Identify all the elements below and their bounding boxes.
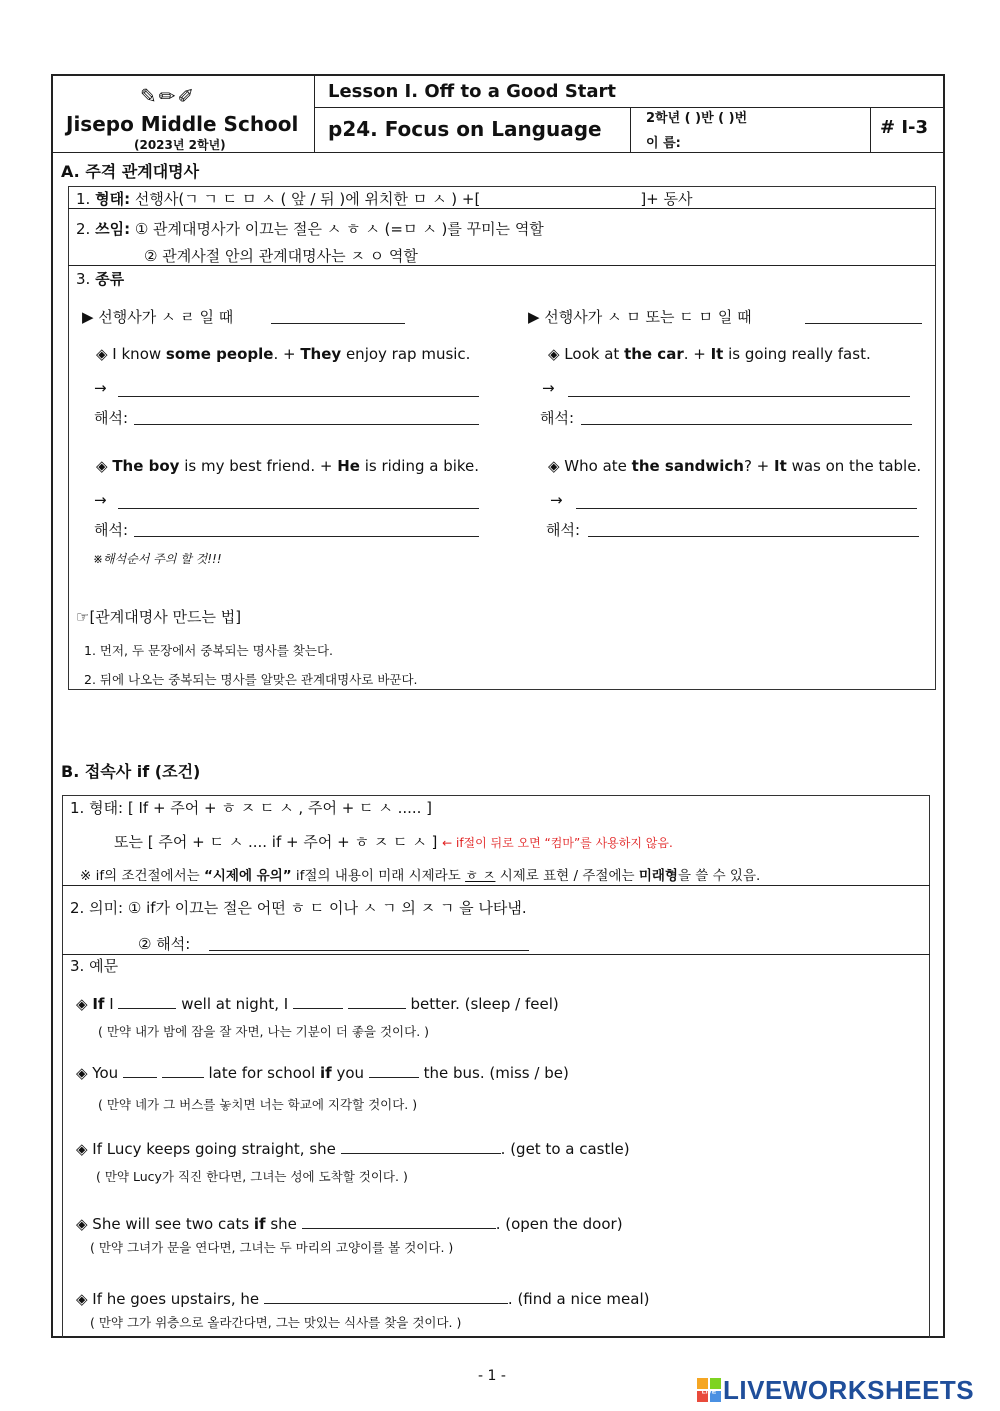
liveworksheets-logo-text: LIVE bbox=[701, 1388, 717, 1396]
form-blank[interactable] bbox=[480, 190, 640, 204]
answer-line-1[interactable] bbox=[118, 396, 479, 397]
example-1: ◈ I know some people. + They enjoy rap music. bbox=[96, 345, 471, 363]
b-example-4: ◈ She will see two cats if she . (open the door) bbox=[76, 1215, 623, 1233]
b-ex2-blank-1[interactable] bbox=[123, 1063, 157, 1078]
school-name: Jisepo Middle School bbox=[66, 112, 299, 136]
arrow-1: → bbox=[94, 379, 107, 397]
types-label: 3. 종류 bbox=[76, 270, 125, 288]
b-ex4-blank[interactable] bbox=[302, 1214, 496, 1229]
answer-line-2[interactable] bbox=[568, 396, 910, 397]
b-ex2-blank-2[interactable] bbox=[162, 1063, 204, 1078]
page-number: - 1 - bbox=[478, 1368, 506, 1384]
b-example-3: ◈ If Lucy keeps going straight, she . (get to a castle) bbox=[76, 1140, 630, 1158]
arrow-3: → bbox=[94, 491, 107, 509]
example-3: ◈ The boy is my best friend. + He is riding a bike. bbox=[96, 457, 480, 475]
arrow-2: → bbox=[542, 379, 555, 397]
interp-line-1[interactable] bbox=[134, 424, 479, 425]
interp-line-3[interactable] bbox=[134, 536, 479, 537]
page-title: p24. Focus on Language bbox=[328, 117, 602, 141]
b-form-line-2: 또는 [ 주어 + ㄷ ㅅ .... if + 주어 + ㅎ ㅈ ㄷ ㅅ ] ← if절이 뒤로 오면 “컴마”를 사용하지 않음. bbox=[114, 833, 673, 851]
interp-1: 해석: bbox=[94, 409, 129, 427]
note: ※해석순서 주의 할 것!!! bbox=[93, 552, 222, 566]
b-ex1-blank-3[interactable] bbox=[348, 994, 406, 1009]
b-ex3-blank[interactable] bbox=[341, 1139, 501, 1154]
b-meaning-line-1: 2. 의미: ① if가 이끄는 절은 어떤 ㅎ ㄷ 이나 ㅅ ㄱ 의 ㅈ ㄱ 을 나타냄. bbox=[70, 899, 527, 917]
answer-line-4[interactable] bbox=[576, 508, 917, 509]
b-example-1-translation: ( 만약 내가 밤에 잠을 잘 자면, 나는 기분이 더 좋을 것이다. ) bbox=[98, 1024, 430, 1039]
interp-2: 해석: bbox=[540, 409, 575, 427]
b-example-2-translation: ( 만약 네가 그 버스를 놓치면 너는 학교에 지각할 것이다. ) bbox=[98, 1097, 418, 1112]
interp-line-4[interactable] bbox=[588, 536, 919, 537]
b-ex5-blank[interactable] bbox=[264, 1289, 508, 1304]
liveworksheets-logo-icon bbox=[697, 1378, 721, 1402]
interp-line-2[interactable] bbox=[581, 424, 912, 425]
answer-line-3[interactable] bbox=[118, 508, 479, 509]
school-year: (2023년 2학년) bbox=[134, 138, 226, 152]
b-meaning-blank[interactable] bbox=[209, 950, 529, 951]
section-b-title: B. 접속사 if (조건) bbox=[61, 762, 201, 781]
b-form-line-3: ※ if의 조건절에서는 “시제에 유의” if절의 내용이 미래 시제라도 ㅎ ㅈ 시제로 표현 / 주절에는 미래형을 쓸 수 있음. bbox=[80, 868, 761, 884]
use-row: 2. 쓰임: ① 관계대명사가 이끄는 절은 ㅅ ㅎ ㅅ (=ㅁ ㅅ )를 꾸미는 역할 bbox=[76, 220, 544, 238]
b-ex1-blank-2[interactable] bbox=[293, 994, 343, 1009]
b-examples-label: 3. 예문 bbox=[70, 957, 119, 975]
b-meaning-line-2: ② 해석: bbox=[138, 935, 191, 953]
example-2: ◈ Look at the car. + It is going really fast. bbox=[548, 345, 871, 363]
interp-3: 해석: bbox=[94, 521, 129, 539]
header-col-divider bbox=[314, 74, 315, 153]
b-example-3-translation: ( 만약 Lucy가 직진 한다면, 그녀는 성에 도착할 것이다. ) bbox=[96, 1169, 408, 1184]
class-label: 2학년 ( )반 ( )번 bbox=[646, 111, 748, 126]
b-ex2-blank-3[interactable] bbox=[369, 1063, 419, 1078]
b-form-line-1: 1. 형태: [ If + 주어 + ㅎ ㅈ ㄷ ㅅ , 주어 + ㄷ ㅅ ..... ] bbox=[70, 799, 433, 817]
howto-step-2: 2. 뒤에 나오는 중복되는 명사를 알맞은 관계대명사로 바꾼다. bbox=[84, 672, 418, 687]
arrow-4: → bbox=[550, 491, 563, 509]
pencil-icon: ✎✏✐ bbox=[140, 84, 197, 108]
b-example-5: ◈ If he goes upstairs, he . (find a nice meal) bbox=[76, 1290, 650, 1308]
worksheet-number: # I-3 bbox=[880, 117, 929, 138]
b-example-2: ◈ You late for school if you the bus. (miss / be) bbox=[76, 1064, 569, 1082]
example-4: ◈ Who ate the sandwich? + It was on the table. bbox=[548, 457, 922, 475]
lesson-title: Lesson I. Off to a Good Start bbox=[328, 81, 617, 102]
header-col-divider-3 bbox=[870, 107, 871, 153]
left-head-blank[interactable] bbox=[271, 323, 405, 324]
b-ex1-blank-1[interactable] bbox=[118, 994, 176, 1009]
liveworksheets-brand[interactable]: LIVEWORKSHEETS bbox=[723, 1375, 975, 1405]
b-example-4-translation: ( 만약 그녀가 문을 연다면, 그녀는 두 마리의 고양이를 볼 것이다. ) bbox=[90, 1240, 454, 1255]
b-example-5-translation: ( 만약 그가 위층으로 올라간다면, 그는 맛있는 식사를 찾을 것이다. ) bbox=[90, 1315, 462, 1330]
howto-step-1: 1. 먼저, 두 문장에서 중복되는 명사를 찾는다. bbox=[84, 643, 333, 658]
howto-title: ☞[관계대명사 만드는 법] bbox=[76, 608, 242, 626]
b-example-1: ◈ If I well at night, I better. (sleep / feel) bbox=[76, 995, 559, 1013]
interp-4: 해석: bbox=[546, 521, 581, 539]
section-a-title: A. 주격 관계대명사 bbox=[61, 162, 200, 181]
name-label: 이 름: bbox=[646, 136, 681, 151]
right-head-blank[interactable] bbox=[805, 323, 922, 324]
right-head: ▶ 선행사가 ㅅ ㅁ 또는 ㄷ ㅁ 일 때 bbox=[528, 308, 752, 326]
use-row-2: ② 관계사절 안의 관계대명사는 ㅈ ㅇ 역할 bbox=[144, 247, 418, 265]
header-col-divider-2 bbox=[630, 107, 631, 153]
form-row: 1. 형태: 선행사(ㄱ ㄱ ㄷ ㅁ ㅅ ( 앞 / 뒤 )에 위치한 ㅁ ㅅ ) +[ ]+ 동사 bbox=[76, 190, 693, 208]
section-b-row-divider bbox=[62, 885, 930, 886]
left-head: ▶ 선행사가 ㅅ ㄹ 일 때 bbox=[82, 308, 234, 326]
section-b-row-divider-2 bbox=[62, 954, 930, 955]
